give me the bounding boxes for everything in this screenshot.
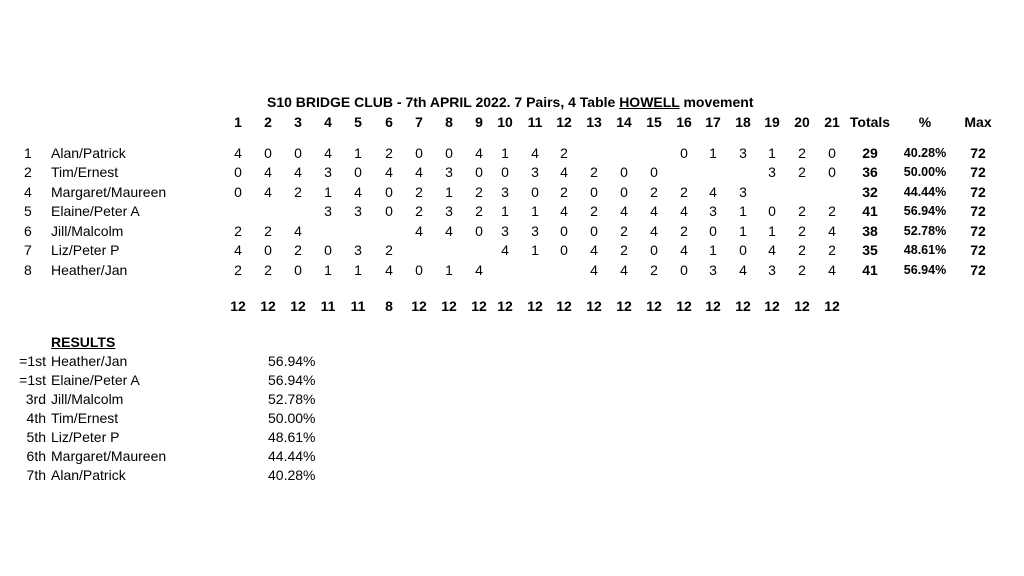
score-cell: 0 [234, 164, 242, 180]
score-cell: 0 [680, 262, 688, 278]
result-pair-name: Jill/Malcolm [51, 391, 124, 407]
score-cell: 2 [475, 184, 483, 200]
score-cell: 4 [709, 184, 717, 200]
score-cell: 4 [739, 262, 747, 278]
score-cell: 2 [798, 223, 806, 239]
board-header-12: 12 [556, 114, 572, 130]
result-pair-name: Margaret/Maureen [51, 448, 167, 464]
score-cell: 4 [385, 262, 393, 278]
score-cell: 0 [264, 242, 272, 258]
score-cell: 1 [531, 203, 539, 219]
score-cell: 0 [560, 223, 568, 239]
score-cell: 4 [354, 184, 362, 200]
result-percent: 52.78% [268, 391, 316, 407]
pair-number: 5 [24, 203, 32, 219]
pair-number: 8 [24, 262, 32, 278]
score-cell: 0 [324, 242, 332, 258]
score-cell: 1 [501, 145, 509, 161]
score-cell: 4 [828, 223, 836, 239]
score-cell: 2 [590, 164, 598, 180]
board-header-18: 18 [735, 114, 751, 130]
score-cell: 2 [798, 164, 806, 180]
totals-header: Totals [849, 114, 891, 130]
score-cell: 0 [828, 145, 836, 161]
result-position: 4th [26, 410, 46, 426]
pair-max: 72 [970, 242, 986, 258]
board-header-10: 10 [497, 114, 513, 130]
score-cell: 4 [828, 262, 836, 278]
board-total: 12 [705, 298, 721, 314]
board-header-7: 7 [415, 114, 423, 130]
score-cell: 4 [445, 223, 453, 239]
board-total: 11 [350, 298, 366, 314]
score-cell: 0 [445, 145, 453, 161]
board-header-1: 1 [234, 114, 242, 130]
title-suffix: movement [679, 94, 754, 110]
board-total: 12 [527, 298, 543, 314]
score-cell: 0 [385, 184, 393, 200]
score-cell: 0 [475, 223, 483, 239]
score-cell: 4 [680, 203, 688, 219]
score-cell: 1 [531, 242, 539, 258]
page-title [267, 94, 754, 110]
board-header-17: 17 [705, 114, 721, 130]
score-cell: 4 [234, 242, 242, 258]
score-cell: 1 [768, 223, 776, 239]
score-cell: 0 [709, 223, 717, 239]
score-cell: 2 [620, 242, 628, 258]
score-cell: 4 [234, 145, 242, 161]
board-total: 12 [586, 298, 602, 314]
score-cell: 3 [739, 145, 747, 161]
board-total: 12 [230, 298, 246, 314]
score-cell: 3 [324, 203, 332, 219]
score-cell: 3 [709, 203, 717, 219]
result-pair-name: Heather/Jan [51, 353, 128, 369]
result-position: =1st [19, 353, 46, 369]
score-cell: 2 [798, 203, 806, 219]
score-cell: 1 [324, 184, 332, 200]
board-header-6: 6 [385, 114, 393, 130]
score-cell: 3 [445, 203, 453, 219]
score-cell: 4 [620, 262, 628, 278]
pair-number: 1 [24, 145, 32, 161]
score-cell: 2 [264, 223, 272, 239]
pair-percent: 40.28% [903, 146, 947, 160]
result-percent: 50.00% [268, 410, 316, 426]
board-header-8: 8 [445, 114, 453, 130]
score-cell: 4 [324, 145, 332, 161]
score-cell: 1 [709, 145, 717, 161]
score-cell: 3 [739, 184, 747, 200]
score-cell: 4 [264, 164, 272, 180]
score-cell: 0 [415, 145, 423, 161]
title-prefix: S10 BRIDGE CLUB - 7th APRIL 2022. 7 Pairs, 4 Table [267, 94, 620, 110]
board-header-4: 4 [324, 114, 332, 130]
score-cell: 2 [385, 242, 393, 258]
result-position: 7th [26, 467, 46, 483]
result-pair-name: Tim/Ernest [51, 410, 119, 426]
score-cell: 4 [294, 223, 302, 239]
score-cell: 0 [650, 164, 658, 180]
board-header-16: 16 [676, 114, 692, 130]
pair-total: 41 [862, 203, 878, 219]
score-cell: 4 [385, 164, 393, 180]
score-cell: 2 [590, 203, 598, 219]
pair-percent: 52.78% [903, 224, 947, 238]
score-cell: 4 [475, 262, 483, 278]
score-cell: 2 [798, 145, 806, 161]
board-total: 12 [411, 298, 427, 314]
score-cell: 2 [560, 184, 568, 200]
score-cell: 3 [354, 203, 362, 219]
score-cell: 4 [264, 184, 272, 200]
score-cell: 4 [620, 203, 628, 219]
score-cell: 2 [680, 223, 688, 239]
board-header-13: 13 [586, 114, 602, 130]
score-cell: 4 [560, 164, 568, 180]
pair-total: 29 [862, 145, 878, 161]
board-header-15: 15 [646, 114, 662, 130]
score-cell: 1 [501, 203, 509, 219]
pair-max: 72 [970, 184, 986, 200]
score-cell: 1 [709, 242, 717, 258]
score-cell: 1 [768, 145, 776, 161]
score-cell: 3 [445, 164, 453, 180]
score-cell: 1 [445, 184, 453, 200]
score-cell: 4 [650, 223, 658, 239]
pair-number: 2 [24, 164, 32, 180]
score-cell: 0 [501, 164, 509, 180]
board-header-5: 5 [354, 114, 362, 130]
score-cell: 0 [590, 223, 598, 239]
score-cell: 0 [650, 242, 658, 258]
board-header-9: 9 [475, 114, 483, 130]
result-position: =1st [19, 372, 46, 388]
score-cell: 3 [768, 164, 776, 180]
pair-name: Alan/Patrick [51, 145, 126, 161]
score-cell: 4 [560, 203, 568, 219]
results-heading: RESULTS [51, 334, 116, 350]
board-total: 11 [320, 298, 336, 314]
score-cell: 2 [650, 184, 658, 200]
pair-percent: 44.44% [903, 185, 947, 199]
pair-max: 72 [970, 262, 986, 278]
board-total: 12 [616, 298, 632, 314]
board-total: 12 [646, 298, 662, 314]
board-total: 12 [794, 298, 810, 314]
score-cell: 1 [739, 203, 747, 219]
score-cell: 2 [294, 242, 302, 258]
pair-max: 72 [970, 223, 986, 239]
score-cell: 0 [531, 184, 539, 200]
score-cell: 0 [354, 164, 362, 180]
score-cell: 2 [620, 223, 628, 239]
score-cell: 4 [501, 242, 509, 258]
score-cell: 4 [650, 203, 658, 219]
score-cell: 4 [475, 145, 483, 161]
result-percent: 44.44% [268, 448, 316, 464]
score-cell: 2 [828, 203, 836, 219]
score-cell: 2 [385, 145, 393, 161]
score-cell: 4 [590, 262, 598, 278]
score-cell: 2 [415, 184, 423, 200]
score-cell: 4 [415, 223, 423, 239]
score-cell: 2 [560, 145, 568, 161]
score-cell: 0 [294, 145, 302, 161]
pair-name: Elaine/Peter A [51, 203, 140, 219]
score-cell: 3 [531, 164, 539, 180]
score-cell: 4 [415, 164, 423, 180]
score-cell: 0 [620, 184, 628, 200]
score-cell: 2 [475, 203, 483, 219]
pair-name: Liz/Peter P [51, 242, 120, 258]
percent-header: % [918, 114, 932, 130]
score-cell: 2 [828, 242, 836, 258]
score-cell: 0 [294, 262, 302, 278]
board-total: 12 [676, 298, 692, 314]
score-cell: 2 [234, 223, 242, 239]
pair-total: 36 [862, 164, 878, 180]
board-header-20: 20 [794, 114, 810, 130]
score-cell: 3 [324, 164, 332, 180]
board-total: 12 [471, 298, 487, 314]
pair-percent: 48.61% [903, 243, 947, 257]
pair-name: Margaret/Maureen [51, 184, 167, 200]
score-cell: 2 [234, 262, 242, 278]
result-percent: 48.61% [268, 429, 316, 445]
board-total: 12 [260, 298, 276, 314]
pair-number: 6 [24, 223, 32, 239]
score-cell: 3 [501, 184, 509, 200]
pair-total: 32 [862, 184, 878, 200]
score-cell: 2 [680, 184, 688, 200]
pair-percent: 56.94% [903, 204, 947, 218]
pair-max: 72 [970, 145, 986, 161]
pair-number: 7 [24, 242, 32, 258]
score-cell: 0 [768, 203, 776, 219]
board-header-19: 19 [764, 114, 780, 130]
board-total: 12 [441, 298, 457, 314]
pair-percent: 56.94% [903, 263, 947, 277]
pair-max: 72 [970, 164, 986, 180]
score-cell: 0 [475, 164, 483, 180]
score-cell: 2 [415, 203, 423, 219]
pair-max: 72 [970, 203, 986, 219]
score-cell: 4 [680, 242, 688, 258]
score-cell: 0 [590, 184, 598, 200]
score-cell: 3 [709, 262, 717, 278]
pair-total: 38 [862, 223, 878, 239]
score-cell: 3 [354, 242, 362, 258]
score-cell: 3 [501, 223, 509, 239]
result-percent: 56.94% [268, 353, 316, 369]
score-cell: 0 [739, 242, 747, 258]
result-position: 5th [26, 429, 46, 445]
pair-name: Heather/Jan [51, 262, 128, 278]
score-cell: 1 [324, 262, 332, 278]
board-header-21: 21 [824, 114, 840, 130]
score-cell: 0 [828, 164, 836, 180]
score-cell: 3 [768, 262, 776, 278]
score-cell: 4 [768, 242, 776, 258]
result-position: 3rd [25, 391, 46, 407]
board-total: 8 [385, 298, 393, 314]
pair-total: 41 [862, 262, 878, 278]
result-pair-name: Elaine/Peter A [51, 372, 140, 388]
board-header-3: 3 [294, 114, 302, 130]
score-cell: 0 [620, 164, 628, 180]
score-cell: 0 [415, 262, 423, 278]
result-position: 6th [26, 448, 46, 464]
score-cell: 2 [798, 262, 806, 278]
pair-total: 35 [862, 242, 878, 258]
board-total: 12 [497, 298, 513, 314]
score-cell: 2 [798, 242, 806, 258]
board-header-14: 14 [616, 114, 632, 130]
score-cell: 0 [234, 184, 242, 200]
board-header-2: 2 [264, 114, 272, 130]
result-pair-name: Alan/Patrick [51, 467, 126, 483]
board-header-11: 11 [527, 114, 543, 130]
score-cell: 0 [560, 242, 568, 258]
score-cell: 2 [294, 184, 302, 200]
score-cell: 2 [264, 262, 272, 278]
score-cell: 2 [650, 262, 658, 278]
score-cell: 4 [294, 164, 302, 180]
score-cell: 4 [531, 145, 539, 161]
score-cell: 1 [739, 223, 747, 239]
score-cell: 3 [531, 223, 539, 239]
pair-name: Jill/Malcolm [51, 223, 124, 239]
score-cell: 4 [590, 242, 598, 258]
board-total: 12 [556, 298, 572, 314]
score-cell: 0 [385, 203, 393, 219]
board-total: 12 [824, 298, 840, 314]
result-pair-name: Liz/Peter P [51, 429, 120, 445]
score-cell: 1 [445, 262, 453, 278]
board-total: 12 [764, 298, 780, 314]
max-header: Max [964, 114, 992, 130]
result-percent: 56.94% [268, 372, 316, 388]
score-cell: 0 [680, 145, 688, 161]
pair-percent: 50.00% [903, 165, 947, 179]
score-cell: 0 [264, 145, 272, 161]
board-total: 12 [735, 298, 751, 314]
result-percent: 40.28% [268, 467, 316, 483]
pair-number: 4 [24, 184, 32, 200]
title-movement: HOWELL [619, 94, 680, 110]
score-cell: 1 [354, 262, 362, 278]
score-cell: 1 [354, 145, 362, 161]
board-total: 12 [290, 298, 306, 314]
pair-name: Tim/Ernest [51, 164, 119, 180]
